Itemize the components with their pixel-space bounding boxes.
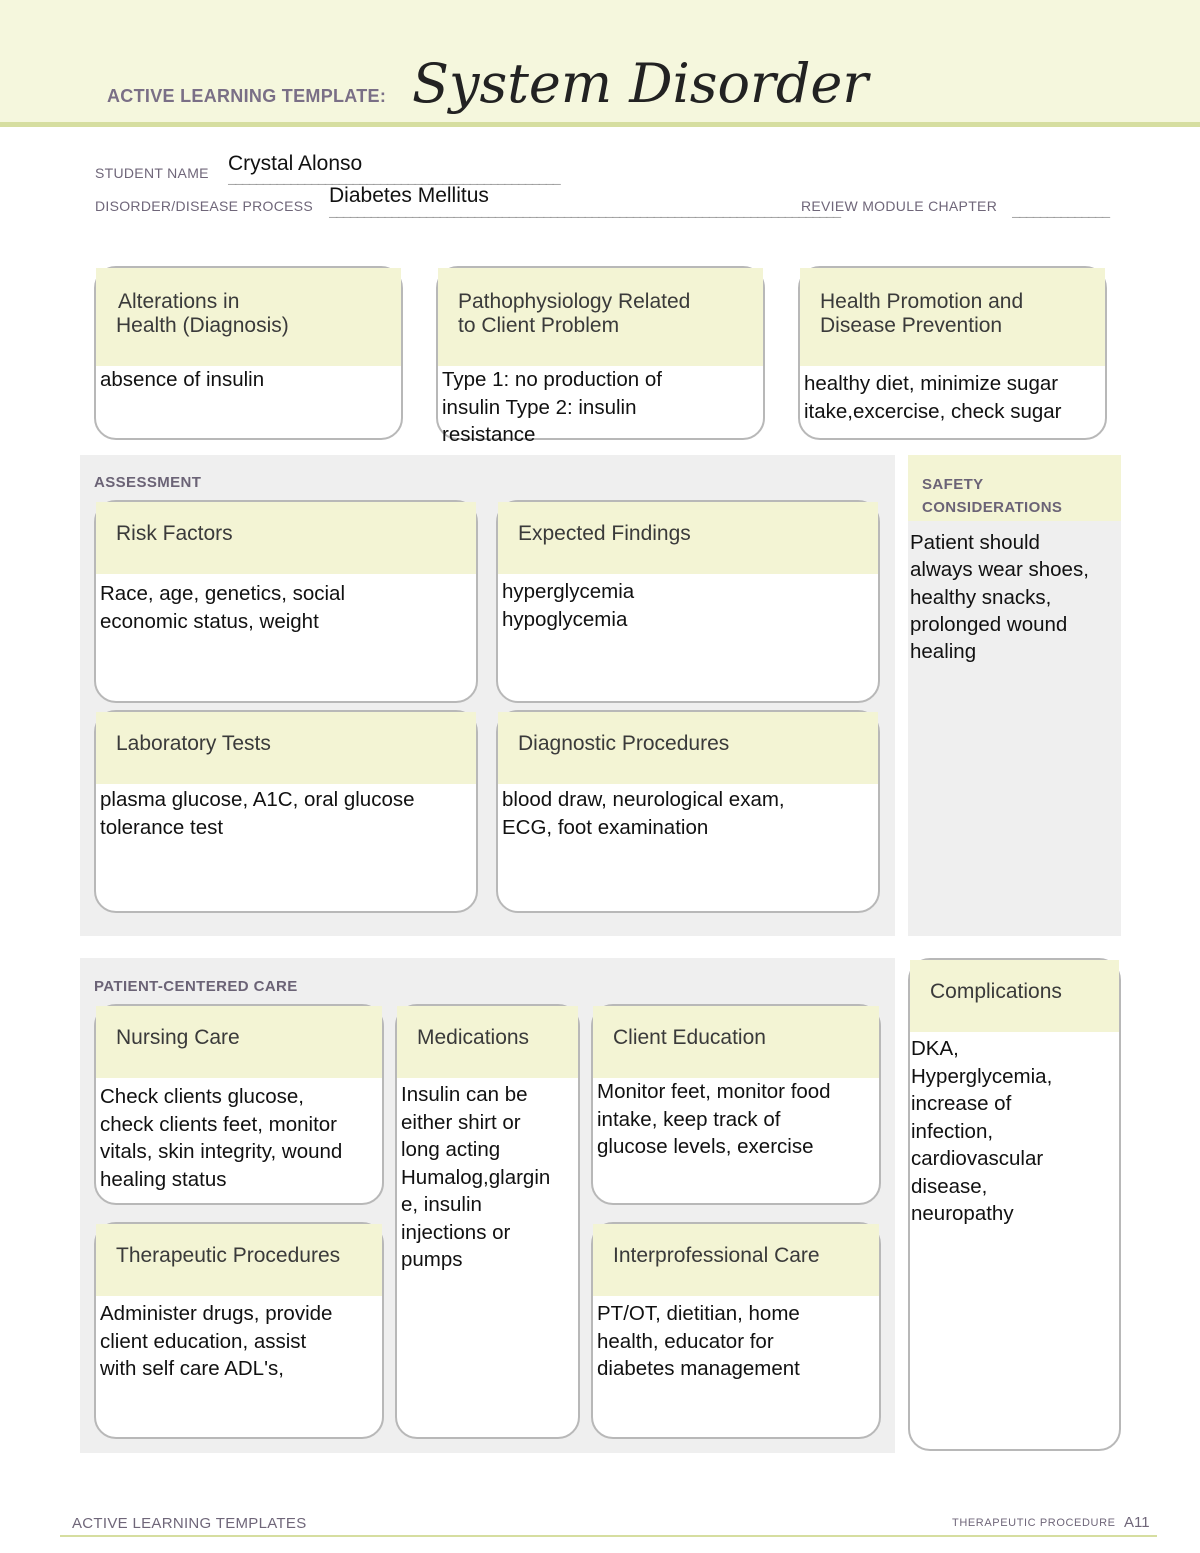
therapeutic-procedures-line[interactable]: client education, assist — [100, 1329, 307, 1353]
medications-line[interactable]: Humalog,glargin — [401, 1165, 551, 1189]
complications-line[interactable]: infection, — [911, 1119, 994, 1143]
medications-line[interactable]: Insulin can be — [401, 1083, 528, 1106]
medications-line[interactable]: either shirt or — [401, 1110, 521, 1134]
interprofessional-care-card — [591, 1222, 881, 1439]
laboratory-tests-card — [94, 710, 478, 913]
pathophysiology-body-line2[interactable]: insulin Type 2: insulin — [442, 395, 637, 419]
client-education-line[interactable]: Monitor feet, monitor food — [597, 1080, 831, 1103]
alterations-body[interactable]: absence of insulin — [100, 368, 265, 391]
expected-findings-card — [496, 500, 880, 703]
complications-line[interactable]: disease, — [911, 1174, 988, 1198]
footer-right: THERAPEUTIC PROCEDURE — [952, 1517, 1116, 1529]
diagnostic-procedures-card — [496, 710, 880, 913]
risk-factors-title: Risk Factors — [96, 502, 476, 574]
medications-line[interactable]: pumps — [401, 1248, 463, 1271]
client-education-line[interactable]: intake, keep track of — [597, 1107, 781, 1131]
review-module-label: REVIEW MODULE CHAPTER — [801, 198, 998, 214]
therapeutic-procedures-line[interactable]: with self care ADL's, — [100, 1357, 284, 1380]
student-name-line: ________________________________________________ — [228, 172, 560, 188]
medications-title: Medications — [397, 1006, 578, 1078]
laboratory-tests-title: Laboratory Tests — [96, 712, 476, 784]
pathophysiology-title-line1: Pathophysiology Related — [458, 290, 691, 313]
student-name-label: STUDENT NAME — [95, 165, 209, 181]
disorder-label: DISORDER/DISEASE PROCESS — [95, 198, 314, 214]
expected-findings-line1[interactable]: hyperglycemia — [502, 580, 635, 603]
review-module-line[interactable]: ______________ — [1012, 205, 1109, 221]
footer-rule — [60, 1535, 1157, 1537]
diagnostic-procedures-title: Diagnostic Procedures — [498, 712, 878, 784]
medications-line[interactable]: injections or — [401, 1220, 511, 1244]
disorder-value[interactable]: Diabetes Mellitus — [329, 184, 489, 207]
interprofessional-care-line[interactable]: PT/OT, dietitian, home — [597, 1302, 800, 1325]
complications-line[interactable]: cardiovascular — [911, 1147, 1044, 1170]
medications-line[interactable]: e, insulin — [401, 1193, 482, 1216]
medications-line[interactable]: long acting — [401, 1138, 501, 1161]
alterations-title-line2: Health (Diagnosis) — [116, 314, 289, 337]
pathophysiology-card — [436, 266, 765, 446]
safety-body[interactable] — [910, 529, 1120, 665]
disorder-line: __________________________________________________________________________ — [329, 205, 840, 221]
safety-line: Patient should — [910, 531, 1040, 554]
safety-panel — [908, 455, 1121, 936]
nursing-care-line[interactable]: healing status — [100, 1167, 227, 1191]
risk-factors-line2[interactable]: economic status, weight — [100, 609, 319, 633]
medications-card — [395, 1004, 580, 1439]
complications-line[interactable]: neuropathy — [911, 1202, 1014, 1225]
alterations-title-line1: Alterations in — [118, 290, 240, 313]
safety-label — [922, 473, 1062, 519]
health-promotion-body-line2[interactable]: itake,excercise, check sugar — [804, 399, 1062, 423]
complications-card — [908, 958, 1121, 1451]
template-label: ACTIVE LEARNING TEMPLATE: — [107, 86, 387, 106]
client-education-card — [591, 1004, 881, 1205]
health-promotion-title-line1: Health Promotion and — [820, 290, 1024, 313]
diagnostic-procedures-line2[interactable]: ECG, foot examination — [502, 815, 709, 839]
safety-label-line1: SAFETY — [922, 476, 984, 493]
pathophysiology-title-line2: to Client Problem — [458, 314, 620, 337]
complications-line[interactable]: increase of — [911, 1092, 1012, 1115]
assessment-label: ASSESSMENT — [94, 474, 202, 491]
complications-title: Complications — [910, 960, 1119, 1032]
interprofessional-care-line[interactable]: health, educator for — [597, 1329, 774, 1353]
interprofessional-care-title: Interprofessional Care — [593, 1224, 879, 1296]
safety-line: healing — [910, 640, 977, 664]
expected-findings-line2[interactable]: hypoglycemia — [502, 607, 628, 631]
page-number: A11 — [1124, 1514, 1150, 1531]
pathophysiology-body-line3[interactable]: resistance — [442, 423, 536, 446]
expected-findings-title: Expected Findings — [498, 502, 878, 574]
nursing-care-line[interactable]: vitals, skin integrity, wound — [100, 1140, 343, 1163]
complications-line[interactable]: Hyperglycemia, — [911, 1064, 1053, 1088]
pathophysiology-body-line1[interactable]: Type 1: no production of — [442, 368, 662, 391]
interprofessional-care-line[interactable]: diabetes management — [597, 1357, 800, 1380]
alterations-card — [94, 266, 403, 440]
risk-factors-line1[interactable]: Race, age, genetics, social — [100, 582, 345, 605]
patient-care-label: PATIENT-CENTERED CARE — [94, 978, 298, 995]
footer-left: ACTIVE LEARNING TEMPLATES — [72, 1515, 307, 1532]
laboratory-tests-line2[interactable]: tolerance test — [100, 815, 224, 839]
student-name-value[interactable]: Crystal Alonso — [228, 152, 363, 175]
health-promotion-body-line1[interactable]: healthy diet, minimize sugar — [804, 372, 1059, 395]
safety-label-line2: CONSIDERATIONS — [922, 499, 1063, 516]
diagnostic-procedures-line1[interactable]: blood draw, neurological exam, — [502, 788, 785, 811]
complications-line[interactable]: DKA, — [911, 1037, 959, 1060]
nursing-care-title: Nursing Care — [96, 1006, 382, 1078]
laboratory-tests-line1[interactable]: plasma glucose, A1C, oral glucose — [100, 788, 415, 811]
nursing-care-line[interactable]: Check clients glucose, — [100, 1085, 304, 1108]
nursing-care-card — [94, 1004, 384, 1205]
safety-line: healthy snacks, — [910, 585, 1052, 609]
therapeutic-procedures-title: Therapeutic Procedures — [96, 1224, 382, 1296]
client-education-title: Client Education — [593, 1006, 879, 1078]
nursing-care-line[interactable]: check clients feet, monitor — [100, 1112, 337, 1136]
safety-line: prolonged wound — [910, 612, 1068, 636]
header-rule — [0, 122, 1200, 127]
client-education-line[interactable]: glucose levels, exercise — [597, 1135, 814, 1158]
safety-line: always wear shoes, — [910, 558, 1089, 582]
risk-factors-card — [94, 500, 478, 703]
page-title: System Disorder — [412, 52, 869, 115]
therapeutic-procedures-card — [94, 1222, 384, 1439]
health-promotion-card — [798, 266, 1107, 440]
health-promotion-title-line2: Disease Prevention — [820, 314, 1003, 337]
therapeutic-procedures-line[interactable]: Administer drugs, provide — [100, 1302, 333, 1325]
